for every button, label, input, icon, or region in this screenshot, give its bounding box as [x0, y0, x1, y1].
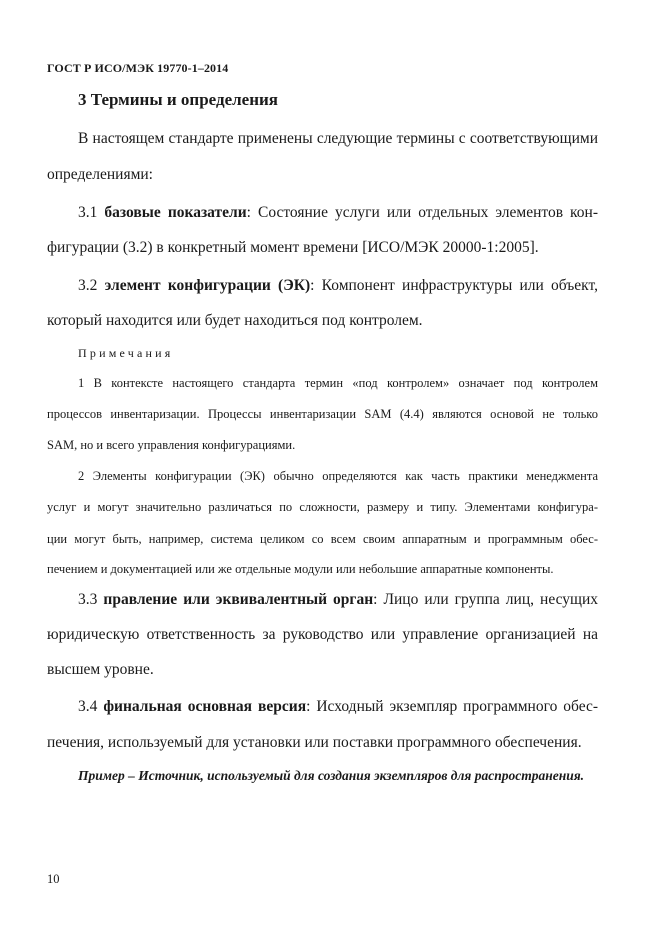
term-3-2-line — [78, 275, 598, 297]
note-2-line: услуг и могут значительно различаться по сложности, размеру и типу. Элементами конфигура- — [47, 500, 598, 514]
term-name: правление или эквивалентный орган — [103, 591, 374, 608]
term-name: базовые показатели — [104, 204, 247, 221]
term-definition: : Лицо или группа лиц, несущих — [373, 591, 598, 608]
intro-line: В настоящем стандарте применены следующие термины с соответствующими — [78, 130, 598, 147]
note-2-line: ции могут быть, например, система целиком со всем своим аппаратным и программным обес- — [47, 532, 598, 546]
term-definition: : Компонент инфраструктуры или объект, — [310, 277, 598, 294]
note-2-line: печением и документацией или же отдельные модули или небольшие аппаратные компоненты. — [47, 562, 554, 576]
term-number: 3.1 — [78, 204, 105, 221]
term-3-3-line: юридическую ответственность за руководство или управление организацией на — [47, 626, 598, 643]
intro-line: определениями: — [47, 166, 153, 183]
example-text: Пример – Источник, используемый для создания экземпляров для распространения. — [78, 768, 585, 783]
term-3-3-line: высшем уровне. — [47, 661, 154, 678]
term-name: финальная основная версия — [103, 698, 307, 715]
term-3-1-line: фигурации (3.2) в конкретный момент времени [ИСО/МЭК 20000-1:2005]. — [47, 239, 539, 256]
standard-header: ГОСТ Р ИСО/МЭК 19770-1–2014 — [47, 61, 229, 75]
note-1-line: SAM, но и всего управления конфигурациями. — [47, 438, 296, 452]
term-3-2-line: который находится или будет находиться под контролем. — [47, 312, 423, 329]
term-definition: : Состояние услуги или отдельных элементов кон- — [246, 204, 599, 221]
term-name: элемент конфигурации (ЭК) — [104, 277, 311, 294]
term-number: 3.4 — [78, 698, 104, 715]
page-number: 10 — [47, 872, 60, 886]
note-1-line: 1 В контексте настоящего стандарта термин «под контролем» означает под контролем — [78, 376, 598, 390]
term-3-4-line — [78, 696, 598, 718]
term-number: 3.2 — [78, 277, 105, 294]
section-title: 3 Термины и определения — [78, 90, 279, 109]
term-3-1-line — [78, 202, 598, 224]
term-definition: : Исходный экземпляр программного обес- — [306, 698, 599, 715]
note-2-line: 2 Элементы конфигурации (ЭК) обычно определяются как часть практики менеджмента — [78, 469, 598, 483]
term-number: 3.3 — [78, 591, 104, 608]
term-3-3-line — [78, 589, 598, 611]
note-1-line: процессов инвентаризации. Процессы инвентаризации SAM (4.4) являются основой не только — [47, 407, 598, 421]
notes-title: Примечания — [78, 346, 174, 360]
term-3-4-line: печения, используемый для установки или поставки программного обеспечения. — [47, 734, 582, 751]
